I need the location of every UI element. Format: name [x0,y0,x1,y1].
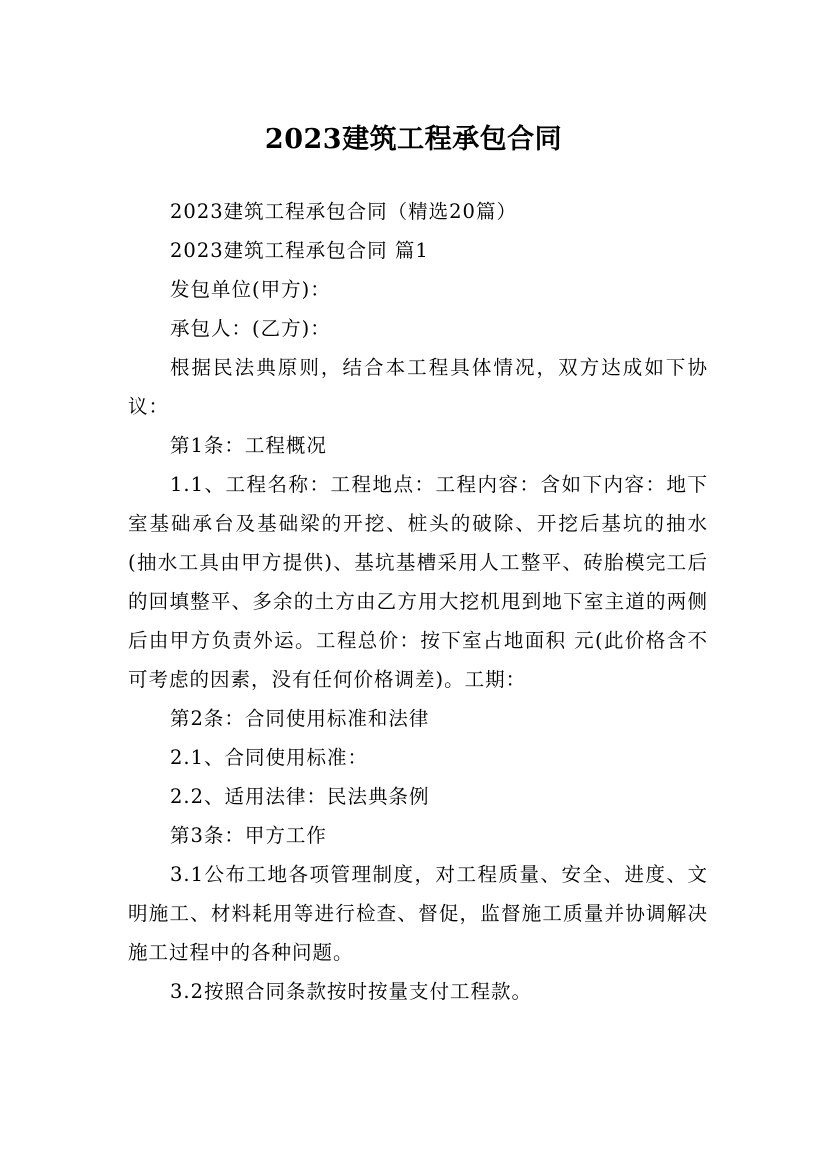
paragraph-party-a: 发包单位(甲方)： [170,278,331,301]
paragraph-party-b: 承包人：(乙方)： [170,317,331,340]
article-2-1: 2.1、合同使用标准： [170,746,369,769]
paragraph-preamble: 根据民法典原则，结合本工程具体情况，双方达成如下协议： [128,356,708,418]
document-body [128,192,708,1011]
article-3-2: 3.2按照合同条款按时按量支付工程款。 [170,980,533,1003]
document-title: 2023建筑工程承包合同 [264,124,563,156]
article-1-heading: 第1条：工程概况 [170,434,327,457]
article-2-2: 2.2、适用法律：民法典条例 [170,785,430,808]
article-2-heading: 第2条：合同使用标准和法律 [170,707,430,730]
article-1-1: 1.1、工程名称：工程地点：工程内容：含如下内容：地下室基础承台及基础梁的开挖、桩头的破除、开挖后基坑的抽水(抽水工具由甲方提供)、基坑基槽采用人工整平、砖胎模完工后的回填整平、多余的土方由乙方用大挖机甩到地下室主道的两侧后由甲方负责外运。工程总价：按下室占地面积 元(此价格含不可考虑的因素，没有任何价格调差)。工期： [128,473,708,691]
paragraph-subtitle: 2023建筑工程承包合同（精选20篇） [170,200,517,223]
article-3-heading: 第3条：甲方工作 [170,824,327,847]
paragraph-part-heading: 2023建筑工程承包合同 篇1 [170,239,429,262]
article-3-1: 3.1公布工地各项管理制度，对工程质量、安全、进度、文明施工、材料耗用等进行检查、督促，监督施工质量并协调解决施工过程中的各种问题。 [128,863,708,964]
